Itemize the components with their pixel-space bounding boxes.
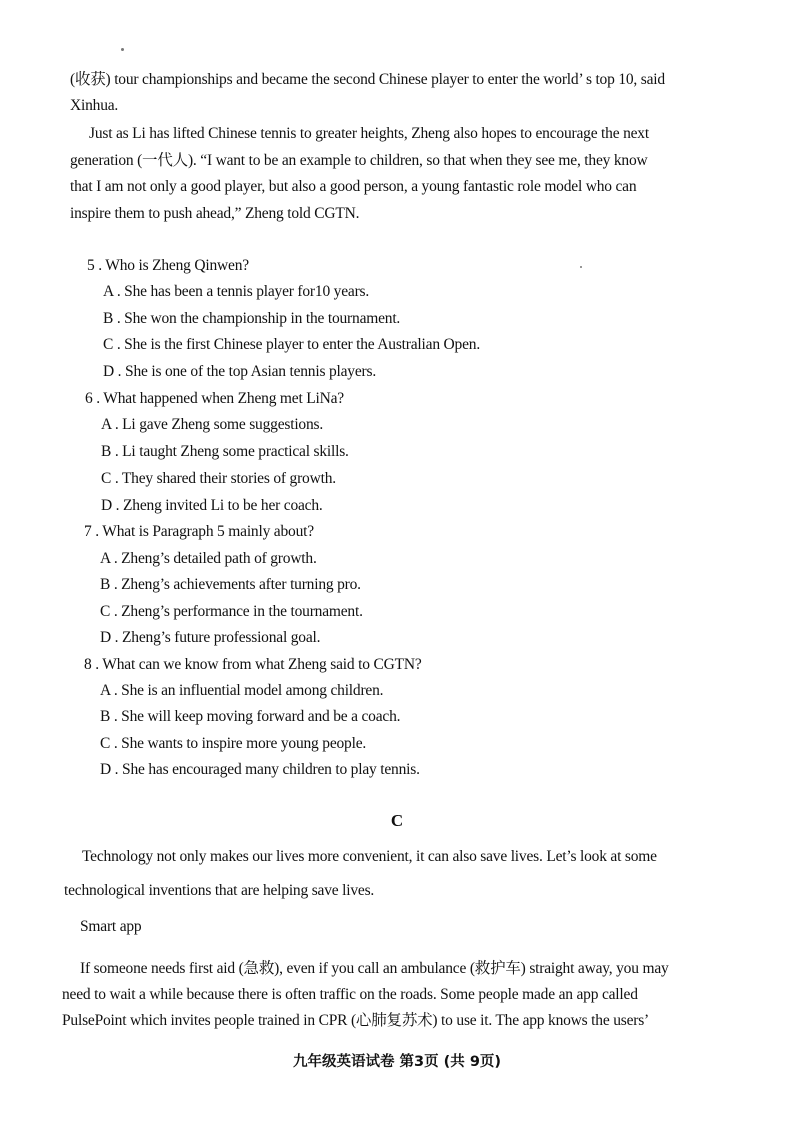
question-option: D . Zheng’s future professional goal. — [100, 629, 321, 646]
passage-line: PulsePoint which invites people trained in CPR (心肺复苏术) to use it. The app knows the users’ — [62, 1012, 650, 1029]
section-subheading: Smart app — [80, 918, 142, 935]
passage-line: technological inventions that are helping save lives. — [64, 882, 375, 899]
question-stem: 7 . What is Paragraph 5 mainly about? — [84, 523, 314, 540]
passage-line: If someone needs first aid (急救), even if you call an ambulance (救护车) straight away, you may — [80, 960, 669, 977]
question-stem: 5 . Who is Zheng Qinwen? — [87, 257, 249, 274]
passage-line: Technology not only makes our lives more convenient, it can also save lives. Let’s look at some — [82, 848, 657, 865]
question-option: A . She has been a tennis player for10 years. — [103, 283, 370, 300]
scan-speck — [121, 48, 124, 51]
passage-line: Xinhua. — [70, 97, 119, 114]
question-option: C . Zheng’s performance in the tournament. — [100, 603, 363, 620]
question-option: C . She is the first Chinese player to enter the Australian Open. — [103, 336, 480, 353]
question-option: A . Li gave Zheng some suggestions. — [101, 416, 324, 433]
question-option: B . She won the championship in the tournament. — [103, 310, 401, 327]
question-option: B . She will keep moving forward and be a coach. — [100, 708, 401, 725]
page-footer: 九年级英语试卷 第3页 (共 9页) — [292, 1054, 502, 1070]
question-option: A . Zheng’s detailed path of growth. — [100, 550, 317, 567]
question-stem: 8 . What can we know from what Zheng said to CGTN? — [84, 656, 422, 673]
passage-line: inspire them to push ahead,” Zheng told CGTN. — [70, 205, 360, 222]
question-option: B . Li taught Zheng some practical skills. — [101, 443, 349, 460]
passage-line: Just as Li has lifted Chinese tennis to greater heights, Zheng also hopes to encourage the next — [89, 125, 649, 142]
passage-line: (收获) tour championships and became the second Chinese player to enter the world’ s top 10, said — [70, 71, 665, 88]
question-option: C . She wants to inspire more young people. — [100, 735, 367, 752]
passage-line: that I am not only a good player, but also a good person, a young fantastic role model who can — [70, 178, 637, 195]
question-stem: 6 . What happened when Zheng met LiNa? — [85, 390, 344, 407]
question-option: D . Zheng invited Li to be her coach. — [101, 497, 323, 514]
question-option: D . She has encouraged many children to play tennis. — [100, 761, 420, 778]
passage-line: need to wait a while because there is often traffic on the roads. Some people made an app called — [62, 986, 638, 1003]
question-option: C . They shared their stories of growth. — [101, 470, 336, 487]
section-title: C — [390, 811, 404, 830]
question-option: A . She is an influential model among children. — [100, 682, 384, 699]
question-option: D . She is one of the top Asian tennis players. — [103, 363, 377, 380]
question-option: B . Zheng’s achievements after turning pro. — [100, 576, 361, 593]
scan-speck — [580, 266, 582, 268]
passage-line: generation (一代人). “I want to be an example to children, so that when they see me, they know — [70, 152, 648, 169]
